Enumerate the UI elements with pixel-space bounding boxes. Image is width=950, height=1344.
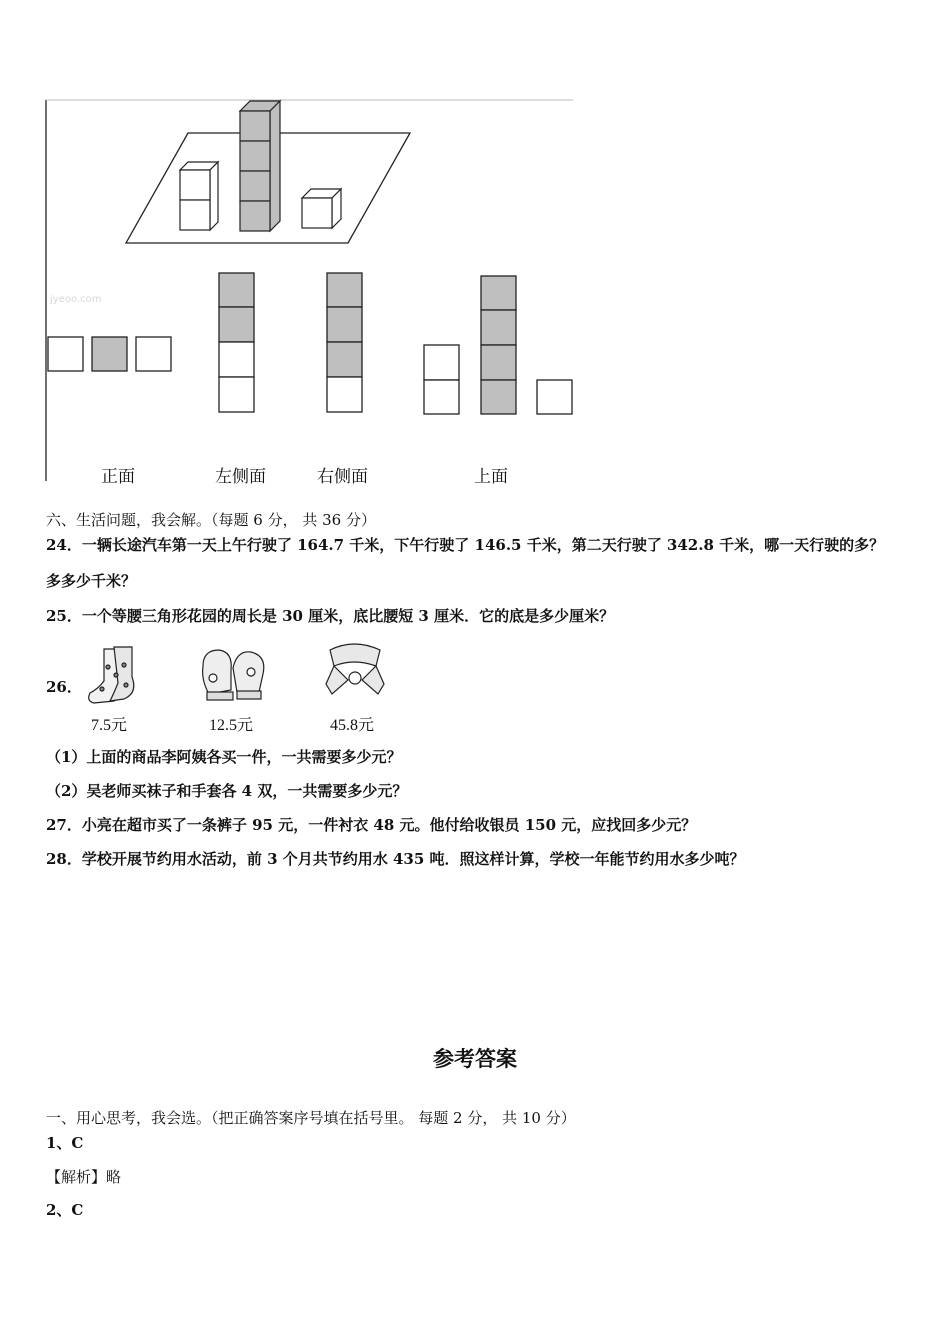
- right-side-view: [327, 273, 362, 412]
- cube-stack-left: [180, 162, 218, 230]
- price-sock: 7.5元: [91, 717, 128, 734]
- answer-1: 1、C: [46, 1134, 84, 1152]
- question-26-part1: （1）上面的商品李阿姨各买一件，一共需要多少元？: [46, 748, 402, 766]
- question-24-line2: 多多少千米？: [46, 572, 137, 590]
- answer-1-note: 【解析】略: [46, 1168, 122, 1186]
- top-view: [424, 276, 572, 414]
- mitten-icon: [197, 646, 271, 704]
- answers-section1-heading: 一、用心思考，我会选。（把正确答案序号填在括号里。 每题 2 分， 共 10 分）: [46, 1109, 576, 1127]
- front-view: [48, 337, 171, 371]
- left-side-view: [219, 273, 254, 412]
- question-26-part2: （2）吴老师买袜子和手套各 4 双，一共需要多少元？: [46, 782, 408, 800]
- answer-2: 2、C: [46, 1201, 84, 1219]
- watermark: jyeoo.com: [50, 294, 102, 305]
- view-label-right: 右侧面: [317, 467, 368, 487]
- price-mitten: 12.5元: [209, 717, 254, 734]
- view-label-left: 左侧面: [215, 467, 266, 487]
- price-scarf: 45.8元: [330, 717, 375, 734]
- view-label-front: 正面: [101, 467, 135, 487]
- question-26-number: 26．: [46, 678, 82, 696]
- cube-views-figure: [0, 0, 950, 500]
- question-25: 25．一个等腰三角形花园的周长是 30 厘米，底比腰短 3 厘米．它的底是多少厘米？: [46, 607, 615, 625]
- view-label-top: 上面: [474, 467, 508, 487]
- cube-single-right: [302, 189, 341, 228]
- section6-heading: 六、生活问题，我会解。（每题 6 分， 共 36 分）: [46, 511, 376, 529]
- question-24-line1: 24．一辆长途汽车第一天上午行驶了 164.7 千米，下午行驶了 146.5 千米，第二天行驶了 342.8 千米，哪一天行驶的多？: [46, 536, 885, 554]
- cube-stack-middle: [240, 101, 280, 231]
- scarf-icon: [324, 640, 386, 702]
- question-27: 27．小亮在超市买了一条裤子 95 元，一件衬衣 48 元。他付给收银员 150 元，应找回多少元？: [46, 816, 697, 834]
- question-28: 28．学校开展节约用水活动，前 3 个月共节约用水 435 吨．照这样计算，学校一年能节约用水多少吨？: [46, 850, 745, 868]
- answers-title: 参考答案: [433, 1047, 517, 1071]
- sock-icon: [84, 645, 144, 707]
